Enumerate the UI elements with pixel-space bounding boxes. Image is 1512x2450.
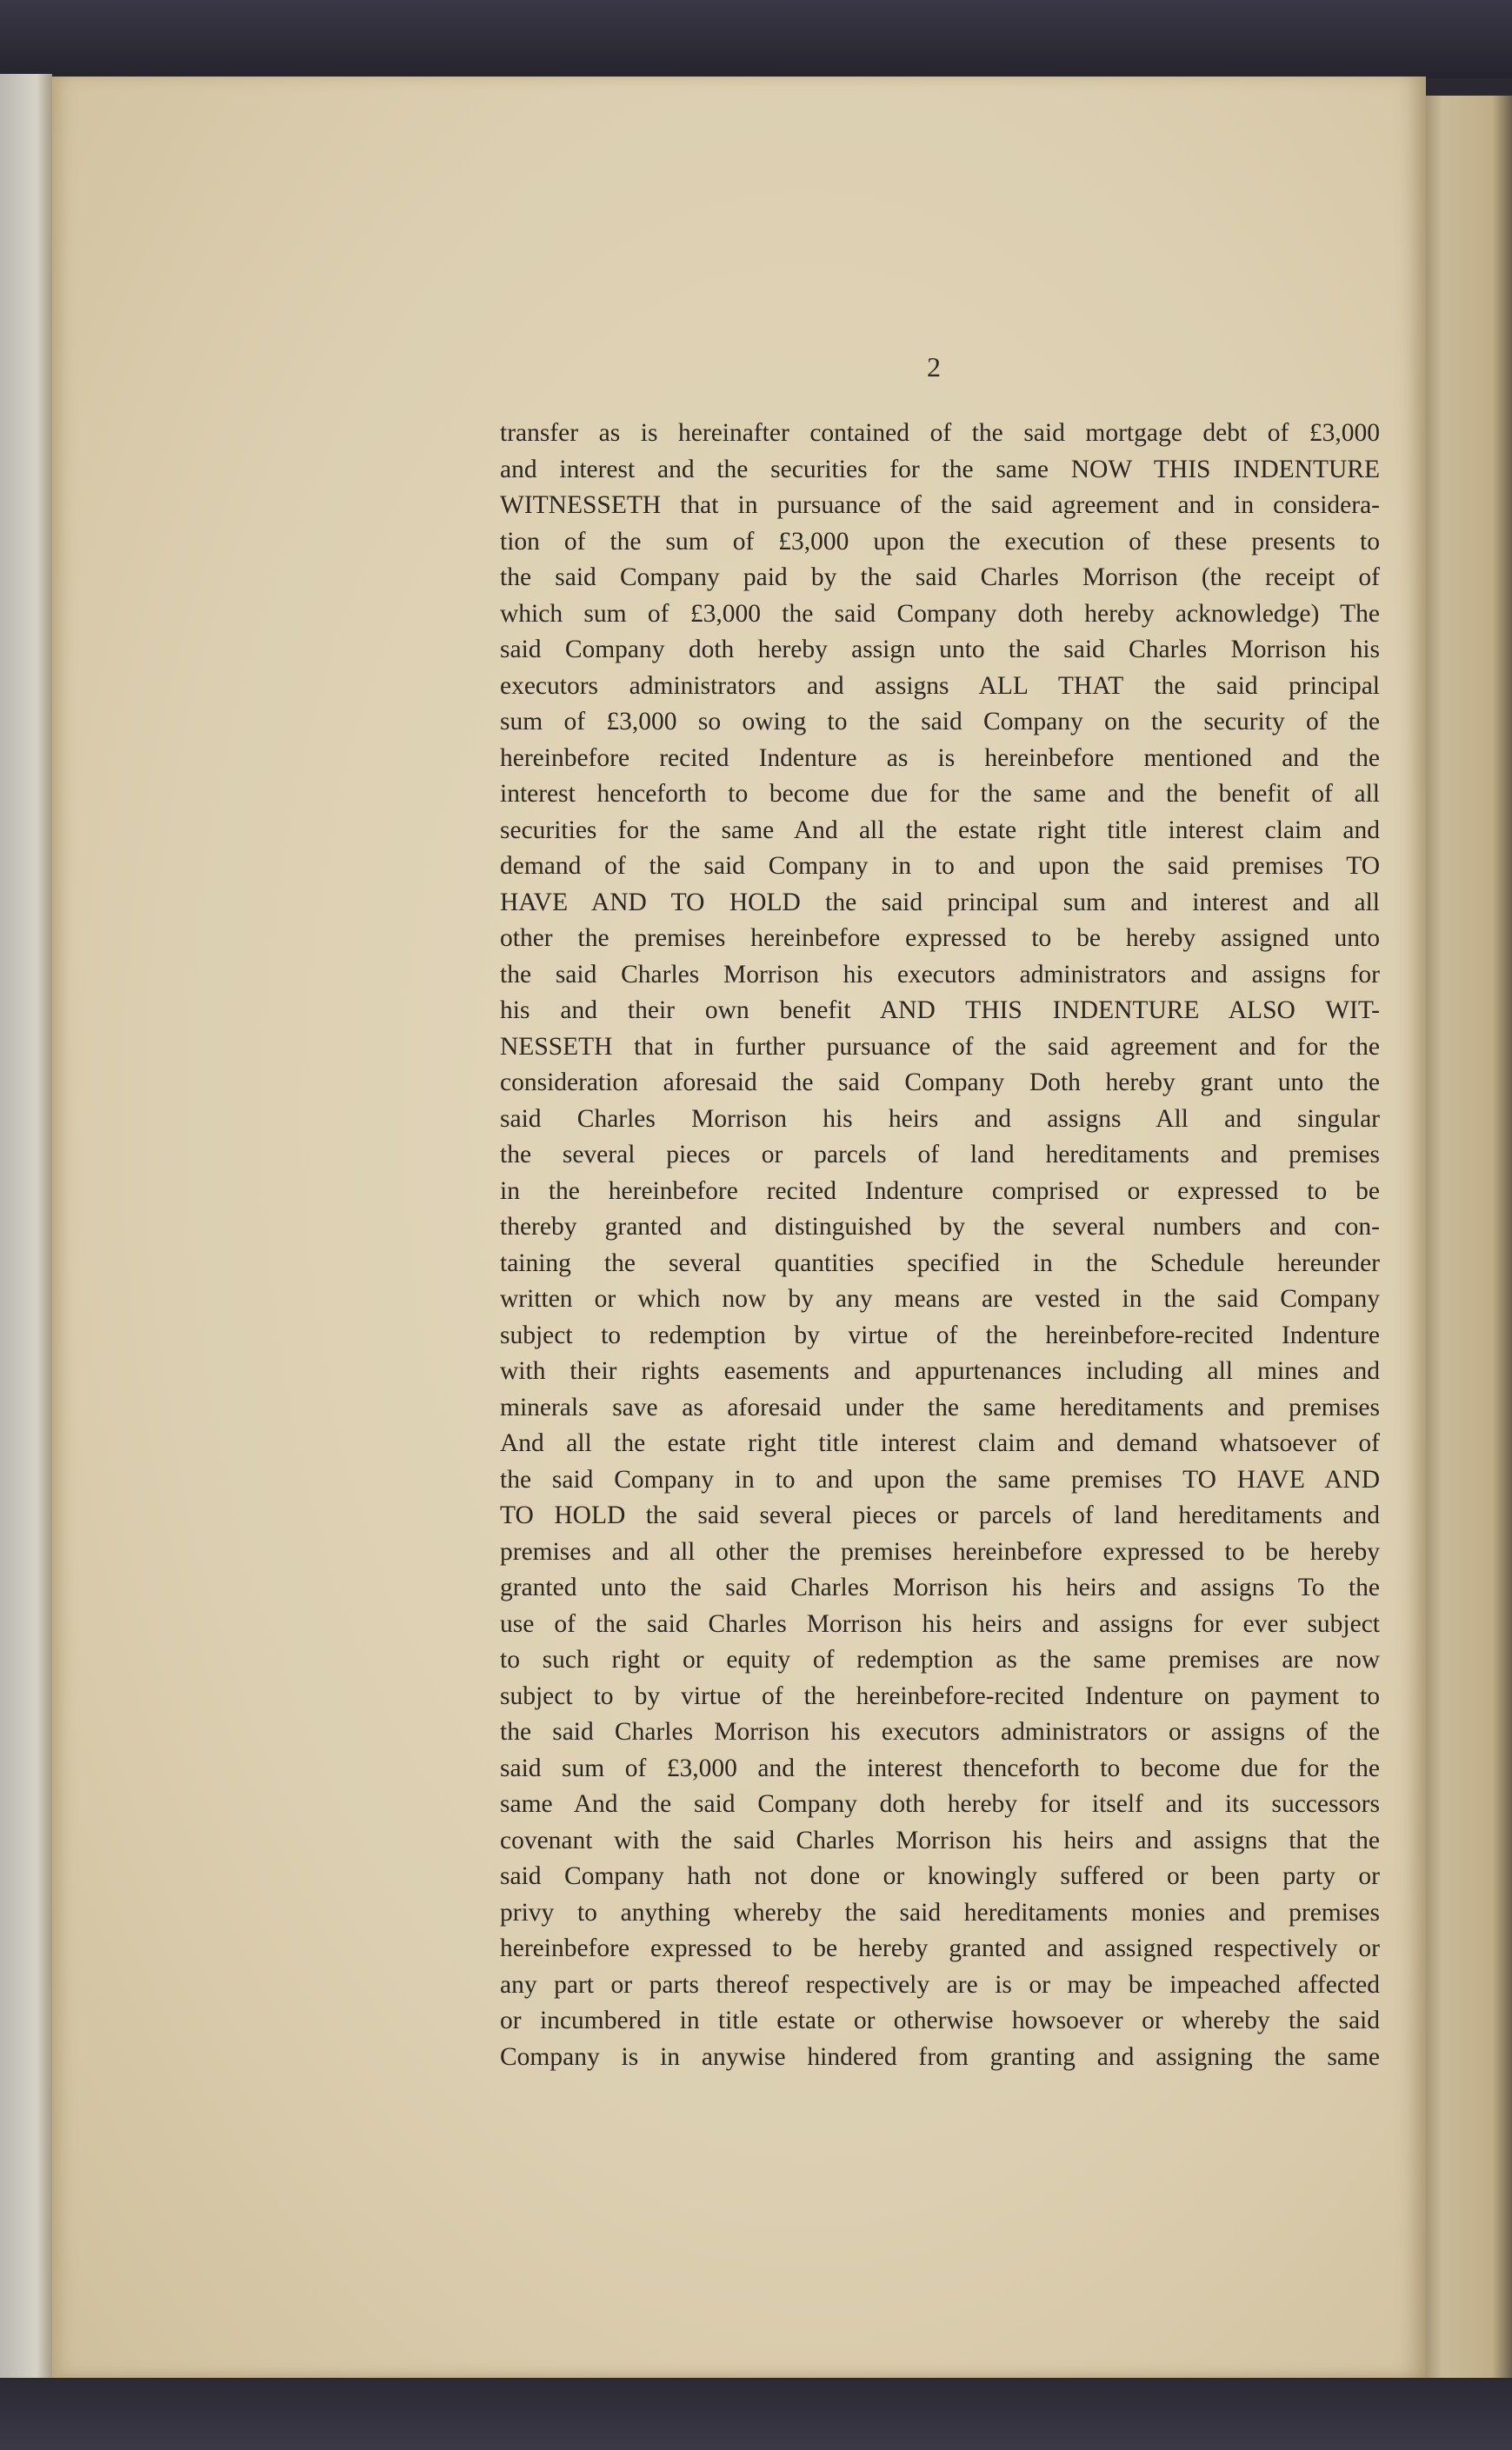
text-line: HAVE AND TO HOLD the said principal sum and interest and all xyxy=(500,888,1380,916)
text-line: interest henceforth to become due for the same and the benefit of all xyxy=(500,780,1380,808)
text-line: hereinbefore expressed to be hereby granted and assigned respectively or xyxy=(500,1934,1380,1962)
text-line: to such right or equity of redemption as the same premises are now xyxy=(500,1646,1380,1674)
text-line: hereinbefore recited Indenture as is hereinbefore mentioned and the xyxy=(500,743,1380,772)
text-line: executors administrators and assigns ALL THAT the said principal xyxy=(500,671,1380,700)
text-line: NESSETH that in further pursuance of the said agreement and for the xyxy=(500,1032,1380,1061)
text-line: transfer as is hereinafter contained of the said mortgage debt of £3,000 xyxy=(500,419,1380,447)
text-line: granted unto the said Charles Morrison his heirs and assigns To the xyxy=(500,1574,1380,1601)
next-page-edge xyxy=(1413,96,1512,2391)
text-line: the said Charles Morrison his executors administrators or assigns of the xyxy=(500,1718,1380,1746)
text-line: thereby granted and distinguished by the several numbers and con- xyxy=(500,1213,1380,1241)
text-line: TO HOLD the said several pieces or parcels of land hereditaments and xyxy=(500,1501,1380,1529)
book-cover-top xyxy=(0,0,1512,78)
text-line: the said Charles Morrison his executors administrators and assigns for xyxy=(500,960,1380,989)
text-line: the said Company paid by the said Charles Morrison (the receipt of xyxy=(500,563,1380,591)
text-line: his and their own benefit AND THIS INDENTURE ALSO WIT- xyxy=(500,996,1380,1024)
text-line: any part or parts thereof respectively are is or may be impeached affected xyxy=(500,1970,1380,1999)
text-line: or incumbered in title estate or otherwise howsoever or whereby the said xyxy=(500,2007,1380,2034)
text-line: premises and all other the premises hereinbefore expressed to be hereby xyxy=(500,1537,1380,1566)
text-line: covenant with the said Charles Morrison his heirs and assigns that the xyxy=(500,1826,1380,1854)
text-line: WITNESSETH that in pursuance of the said agreement and in considera- xyxy=(500,491,1380,519)
text-line: use of the said Charles Morrison his heirs and assigns for ever subject xyxy=(500,1609,1380,1638)
text-line: said Company doth hereby assign unto the said Charles Morrison his xyxy=(500,636,1380,663)
text-line: the said Company in to and upon the same premises TO HAVE AND xyxy=(500,1465,1380,1494)
body-text xyxy=(500,416,1380,2075)
text-line: taining the several quantities specified in the Schedule hereunder xyxy=(500,1248,1380,1277)
book-cover-bottom xyxy=(0,2378,1512,2450)
text-line: securities for the same And all the estate right title interest claim and xyxy=(500,816,1380,844)
text-line: consideration aforesaid the said Company Doth hereby grant unto the xyxy=(500,1069,1380,1096)
text-line: which sum of £3,000 the said Company doth hereby acknowledge) The xyxy=(500,599,1380,628)
text-line: minerals save as aforesaid under the same hereditaments and premises xyxy=(500,1393,1380,1421)
text-line: said Company hath not done or knowingly suffered or been party or xyxy=(500,1862,1380,1890)
text-line: the several pieces or parcels of land hereditaments and premises xyxy=(500,1141,1380,1168)
text-line: privy to anything whereby the said hereditaments monies and premises xyxy=(500,1898,1380,1927)
text-line: in the hereinbefore recited Indenture comprised or expressed to be xyxy=(500,1176,1380,1205)
text-line: same And the said Company doth hereby for itself and its successors xyxy=(500,1790,1380,1818)
text-line: other the premises hereinbefore expressed to be hereby assigned unto xyxy=(500,924,1380,952)
text-line: with their rights easements and appurtenances including all mines and xyxy=(500,1357,1380,1385)
page-number: 2 xyxy=(927,351,941,383)
text-line: sum of £3,000 so owing to the said Company on the security of the xyxy=(500,708,1380,736)
text-line: and interest and the securities for the same NOW THIS INDENTURE xyxy=(500,455,1380,483)
text-line: said Charles Morrison his heirs and assigns All and singular xyxy=(500,1104,1380,1133)
text-line: said sum of £3,000 and the interest thenceforth to become due for the xyxy=(500,1754,1380,1782)
text-line: And all the estate right title interest claim and demand whatsoever of xyxy=(500,1429,1380,1457)
text-line: Company is in anywise hindered from granting and assigning the same xyxy=(500,2042,1380,2071)
text-line: tion of the sum of £3,000 upon the execution of these presents to xyxy=(500,527,1380,556)
text-line: subject to redemption by virtue of the hereinbefore-recited Indenture xyxy=(500,1321,1380,1349)
text-line: written or which now by any means are vested in the said Company xyxy=(500,1285,1380,1313)
text-line: subject to by virtue of the hereinbefore-recited Indenture on payment to xyxy=(500,1681,1380,1710)
text-line: demand of the said Company in to and upon the said premises TO xyxy=(500,852,1380,880)
previous-page-edge xyxy=(0,74,52,2387)
